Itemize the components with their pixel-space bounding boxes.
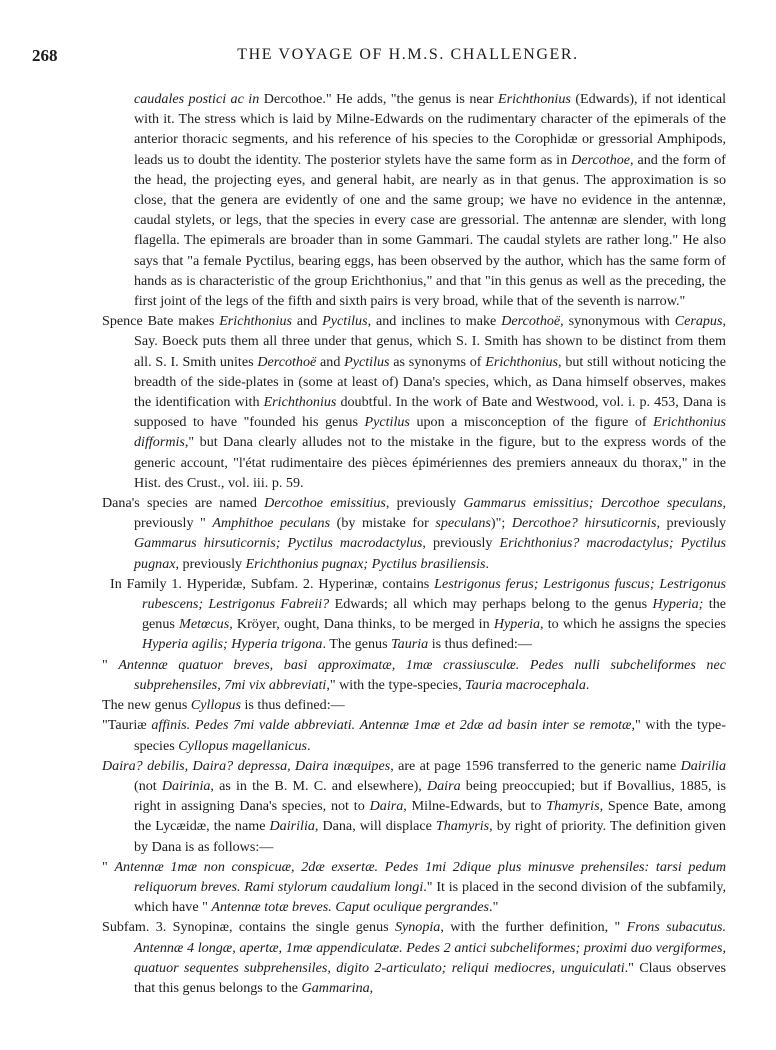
italic-text: Tauria macrocephala [465, 676, 586, 693]
italic-text: Antennæ 1mæ non conspicuæ, 2dæ exsertæ. Pedes 1mi 2dique plus minusve prehensiles: tarsi pedum reliquorum breves. Rami stylorum caudalium longi [114, 858, 726, 895]
text-run: . The genus [322, 636, 392, 653]
text-run: , with the further definition, " [440, 919, 627, 936]
text-run: . [307, 737, 311, 754]
italic-text: speculans [435, 515, 491, 532]
italic-text: Dercothoe emissitius [264, 495, 386, 512]
italic-text: Dercothoë [501, 313, 561, 330]
italic-text: Antennæ totæ breves. Caput oculique pergrandes [211, 899, 490, 916]
text-run: , previously [175, 555, 246, 572]
italic-text: Thamyris [435, 818, 490, 835]
italic-text: Gammarus emissitius; Dercothoe speculans [463, 495, 723, 512]
text-run: In Family 1. Hyperidæ, Subfam. 2. Hyperinæ, contains [110, 575, 435, 592]
italic-text: Gammarina [301, 979, 370, 996]
text-run: and [292, 313, 323, 330]
text-run: The new genus [102, 697, 191, 714]
text-run: is thus defined:— [240, 697, 345, 714]
italic-text: Amphithoe peculans [212, 515, 331, 532]
text-run: , previously " [134, 495, 726, 532]
italic-text: Cyllopus magellanicus [178, 737, 308, 754]
italic-text: Pyctilus [344, 353, 390, 370]
text-run: , to which he assigns the species [540, 616, 727, 633]
text-run: , and inclines to make [367, 313, 502, 330]
italic-text: Pyctilus [364, 414, 410, 431]
text-run: , previously [385, 495, 464, 512]
text-run: , are at page 1596 transferred to the generic name [390, 757, 681, 774]
italic-text: affinis. Pedes 7mi valde abbreviati. Antennæ 1mæ et 2dæ ad basin inter se remotæ [151, 717, 632, 734]
italic-text: Synopia [394, 919, 441, 936]
running-title: THE VOYAGE OF H.M.S. CHALLENGER. [237, 46, 579, 63]
text-run: " [102, 858, 115, 875]
text-run: Dana's species are named [102, 495, 265, 512]
text-run: , previously [422, 535, 500, 552]
italic-text: Dercothoe [571, 151, 631, 168]
paragraph [102, 857, 726, 918]
text-run: Spence Bate makes [102, 313, 220, 330]
italic-text: Daira [426, 777, 461, 794]
paragraph [110, 574, 726, 655]
italic-text: Thamyris [546, 798, 600, 815]
paragraph [102, 695, 726, 715]
italic-text: Hyperia [493, 616, 541, 633]
text-run: , as in the B. M. C. and elsewhere), [210, 777, 427, 794]
text-run: and [316, 353, 345, 370]
text-run: , synonymous with [560, 313, 675, 330]
paragraph [102, 493, 726, 574]
paragraph [102, 917, 726, 998]
italic-text: Metœcus [179, 616, 230, 633]
paragraph [102, 756, 726, 857]
text-run: , Milne-Edwards, but to [403, 798, 547, 815]
text-run: , Say. Boeck puts them all three under that genus, which S. I. Smith has shown to be distinct from them all. S. I. Smith unites [134, 313, 726, 370]
text-run: as synonyms of [389, 353, 486, 370]
italic-text: Pyctilus [322, 313, 368, 330]
text-run: ," with the type-species, [326, 676, 466, 693]
text-run: , previously [656, 515, 727, 532]
italic-text: Erichthonius difformis [134, 414, 726, 451]
text-run: "Tauriæ [102, 717, 152, 734]
italic-text: Cyllopus [190, 697, 241, 714]
italic-text: Erichthonius [485, 353, 559, 370]
text-run: ." It is placed in the second division of the subfamily, which have " [134, 878, 726, 916]
text-run: , [369, 979, 374, 996]
italic-text: Erichthonius [219, 313, 293, 330]
text-run: , Spence Bate, among the Lycæidæ, the name [134, 798, 726, 835]
text-run: is thus defined:— [428, 636, 532, 653]
text-run: ." Claus observes that this genus belongs to the [134, 959, 726, 996]
text-run: )"; [490, 515, 512, 532]
text-run: (not [134, 777, 162, 794]
text-run: , by right of priority. The definition given by Dana is as follows:— [134, 818, 726, 855]
italic-text: Hyperia; [652, 596, 704, 613]
text-run: (Edwards), if not identical with it. The stress which is laid by Milne-Edwards on the rudimentary character of the epimerals of the anterior thoracic segments, and his reference of his species to the Corophidæ or gressorial Amphipods, leads us to doubt the identity. The posterior stylets have the same form as in [134, 91, 726, 168]
text-run: ." [489, 899, 499, 916]
italic-text: Cerapus [674, 313, 723, 330]
text-run: ," but Dana clearly alludes not to the mistake in the figure, but to the express words of the generic account, "l'état rudimentaire des pièces épimériennes des premiers anneaux du thorax," in the Hist. des Crust., vol. iii. p. 59. [134, 434, 726, 491]
text-run: , but still without noticing the breadth of the side-plates in (some at least of) Dana's species, which, as Dana himself observes, makes the identification with [134, 353, 726, 411]
italic-text: Erichthonius pugnax; Pyctilus brasiliensis [245, 555, 486, 572]
page-number: 268 [32, 46, 58, 65]
text-run: , Kröyer, ought, Dana thinks, to be merged in [229, 616, 494, 633]
italic-text: Gammarus hirsuticornis; Pyctilus macrodactylus [134, 535, 423, 552]
italic-text: Lestrigonus ferus; Lestrigonus fuscus; Lestrigonus rubescens; Lestrigonus Fabreii? [142, 575, 726, 613]
paragraph [134, 89, 726, 311]
text-run: Subfam. 3. Synopinæ, contains the single genus [102, 919, 395, 936]
body-text [102, 89, 727, 998]
text-run: , and the form of the head, the projecting eyes, and general habit, are nearly as in that genus. The approximation is so close, that the genera are evidently of one and the same group; we have no evidence in the antennæ, caudal stylets, or legs, that the species in every case are gressorial. The antennæ are slender, with long flagella. The epimerals are broader than in some Gammari. The caudal stylets are rather long." He also says that "a female Pyctilus, bearing eggs, has been observed by the author, which has the same form of hands as is characteristic of the group Erichthonius," and that "in this genus as well as the preceding, the first joint of the legs of the fifth and sixth pairs is very broad, while that of the seventh is narrow." [134, 151, 726, 310]
text-run: (by mistake for [330, 515, 436, 532]
text-run: , Dana, will displace [314, 818, 436, 835]
italic-text: Erichthonius [498, 91, 571, 107]
paragraph [102, 715, 726, 755]
italic-text: Dercothoe? hirsuticornis [511, 515, 657, 532]
text-run: upon a misconception of the figure of [409, 414, 654, 431]
paragraph [102, 655, 726, 695]
italic-text: Dairinia [161, 777, 211, 794]
italic-text: Frons subacutus. Antennæ 4 longæ, apertæ, 1mæ appendiculatæ. Pedes 2 antici subcheliformes; proximi duo vergiformes, quatuor sequentes subprehensiles, digito 2-articulato; reliqui mediocres, unguiculati [134, 919, 726, 976]
italic-text: Dairilia [680, 757, 726, 774]
text-run: ," with the type-species [134, 717, 727, 754]
paragraph [102, 311, 726, 493]
italic-text: Erichthonius? macrodactylus; Pyctilus pugnax [134, 535, 726, 572]
italic-text: Daira [369, 798, 404, 815]
italic-text: caudales postici ac in [134, 91, 260, 107]
text-run: Dercothoe." He adds, "the genus is near [259, 91, 499, 107]
text-run: . [485, 555, 490, 572]
italic-text: Tauria [391, 636, 429, 653]
italic-text: Antennæ quatuor breves, basi approximatæ, 1mæ crassiusculæ. Pedes nulli subcheliformes nec subprehensiles, 7mi vix abbreviati [118, 656, 726, 693]
text-run: Edwards; all which may perhaps belong to the genus [329, 596, 653, 613]
italic-text: Hyperia agilis; Hyperia trigona [142, 636, 323, 653]
italic-text: Daira? debilis, Daira? depressa, Daira inæquipes [102, 757, 391, 774]
text-run: doubtful. In the work of Bate and Westwood, vol. i. p. 453, Dana is supposed to have "founded his genus [134, 394, 726, 431]
page-header [32, 46, 744, 70]
text-run: " [102, 656, 119, 673]
text-run: the genus [142, 596, 726, 633]
text-run: . [585, 676, 590, 693]
text-run: being preoccupied; but if Bovallius, 1885, is right in assigning Dana's species, not to [134, 777, 727, 815]
italic-text: Erichthonius [263, 394, 337, 411]
italic-text: Dercothoë [257, 353, 317, 370]
italic-text: Dairilia [269, 818, 315, 835]
